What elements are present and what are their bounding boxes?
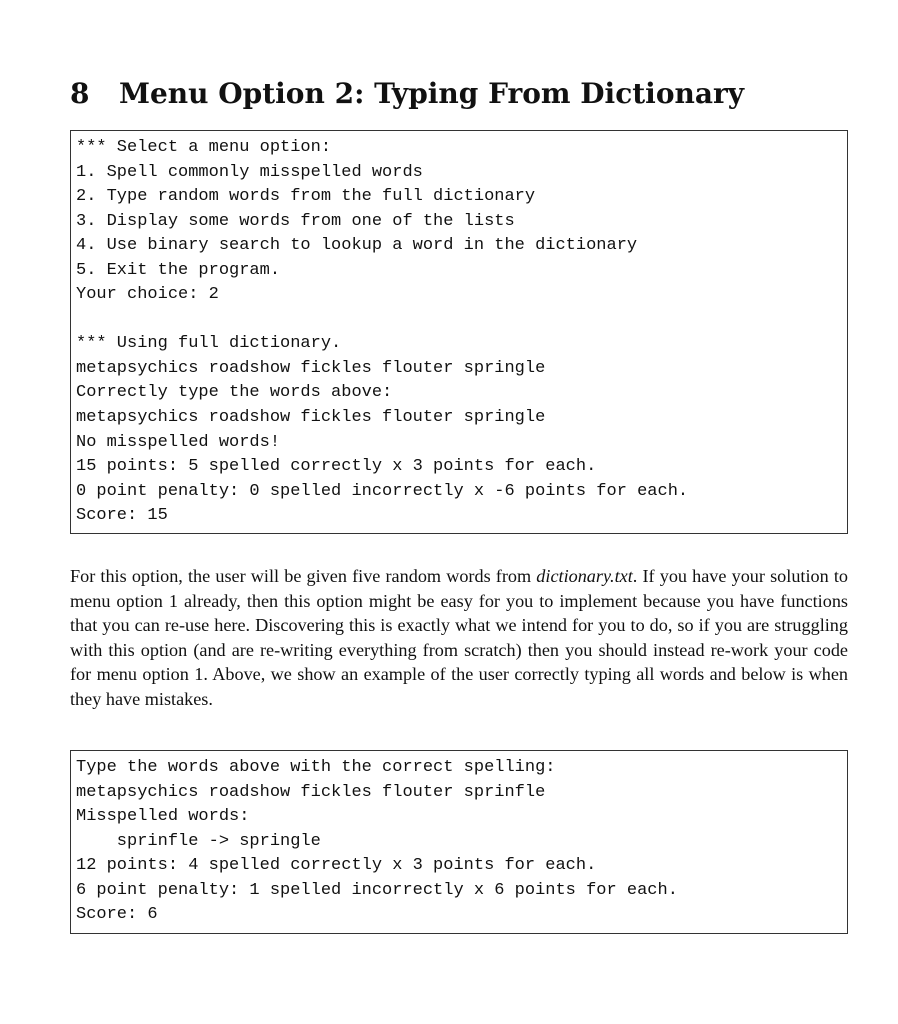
code-line: 15 points: 5 spelled correctly x 3 points for each. <box>76 457 597 477</box>
dictionary-filename: dictionary.txt <box>536 566 633 586</box>
code-line-blank <box>76 308 842 333</box>
paragraph-text-rest: . If you have your solution to menu option 1 already, then this option might be easy for you to implement because you have functions that you can re-use here. Discovering this is exactly what we intend for you to do, so if you are struggling with this option (and are re-writing everything from scratch) then you should instead re-work your code for menu option 1. Above, we show an example of the user correctly typing all words and below is when they have mistakes. <box>70 566 848 709</box>
code-line: No misspelled words! <box>76 432 281 452</box>
code-line: 12 points: 4 spelled correctly x 3 points for each. <box>76 856 597 876</box>
code-line: Correctly type the words above: <box>76 383 393 403</box>
code-line: metapsychics roadshow fickles flouter sprinfle <box>76 782 546 802</box>
section-heading <box>70 72 744 116</box>
code-line: Score: 6 <box>76 905 158 925</box>
code-line: 0 point penalty: 0 spelled incorrectly x -6 points for each. <box>76 481 689 501</box>
code-line: 3. Display some words from one of the lists <box>76 211 515 231</box>
section-number: 8 <box>70 77 90 110</box>
code-line: Misspelled words: <box>76 807 250 827</box>
paragraph-text-start: For this option, the user will be given five random words from <box>70 566 537 586</box>
code-line: *** Using full dictionary. <box>76 334 342 354</box>
code-line: Your choice: 2 <box>76 285 219 305</box>
code-line: *** Select a menu option: <box>76 138 332 157</box>
code-line: Score: 15 <box>76 506 168 526</box>
section-title: Menu Option 2: Typing From Dictionary <box>119 77 745 110</box>
body-paragraph <box>70 564 848 711</box>
code-block-mistakes-example <box>70 750 848 934</box>
code-line: 4. Use binary search to lookup a word in the dictionary <box>76 236 638 256</box>
code-line: sprinfle -> springle <box>76 831 321 851</box>
code-line: 6 point penalty: 1 spelled incorrectly x 6 points for each. <box>76 880 678 900</box>
code-line: metapsychics roadshow fickles flouter springle <box>76 408 546 428</box>
code-line: metapsychics roadshow fickles flouter springle <box>76 358 546 378</box>
code-line: 1. Spell commonly misspelled words <box>76 162 423 182</box>
code-line: Type the words above with the correct spelling: <box>76 758 556 777</box>
code-block-menu-example <box>70 130 848 534</box>
code-line: 5. Exit the program. <box>76 260 281 280</box>
code-line: 2. Type random words from the full dictionary <box>76 187 536 207</box>
